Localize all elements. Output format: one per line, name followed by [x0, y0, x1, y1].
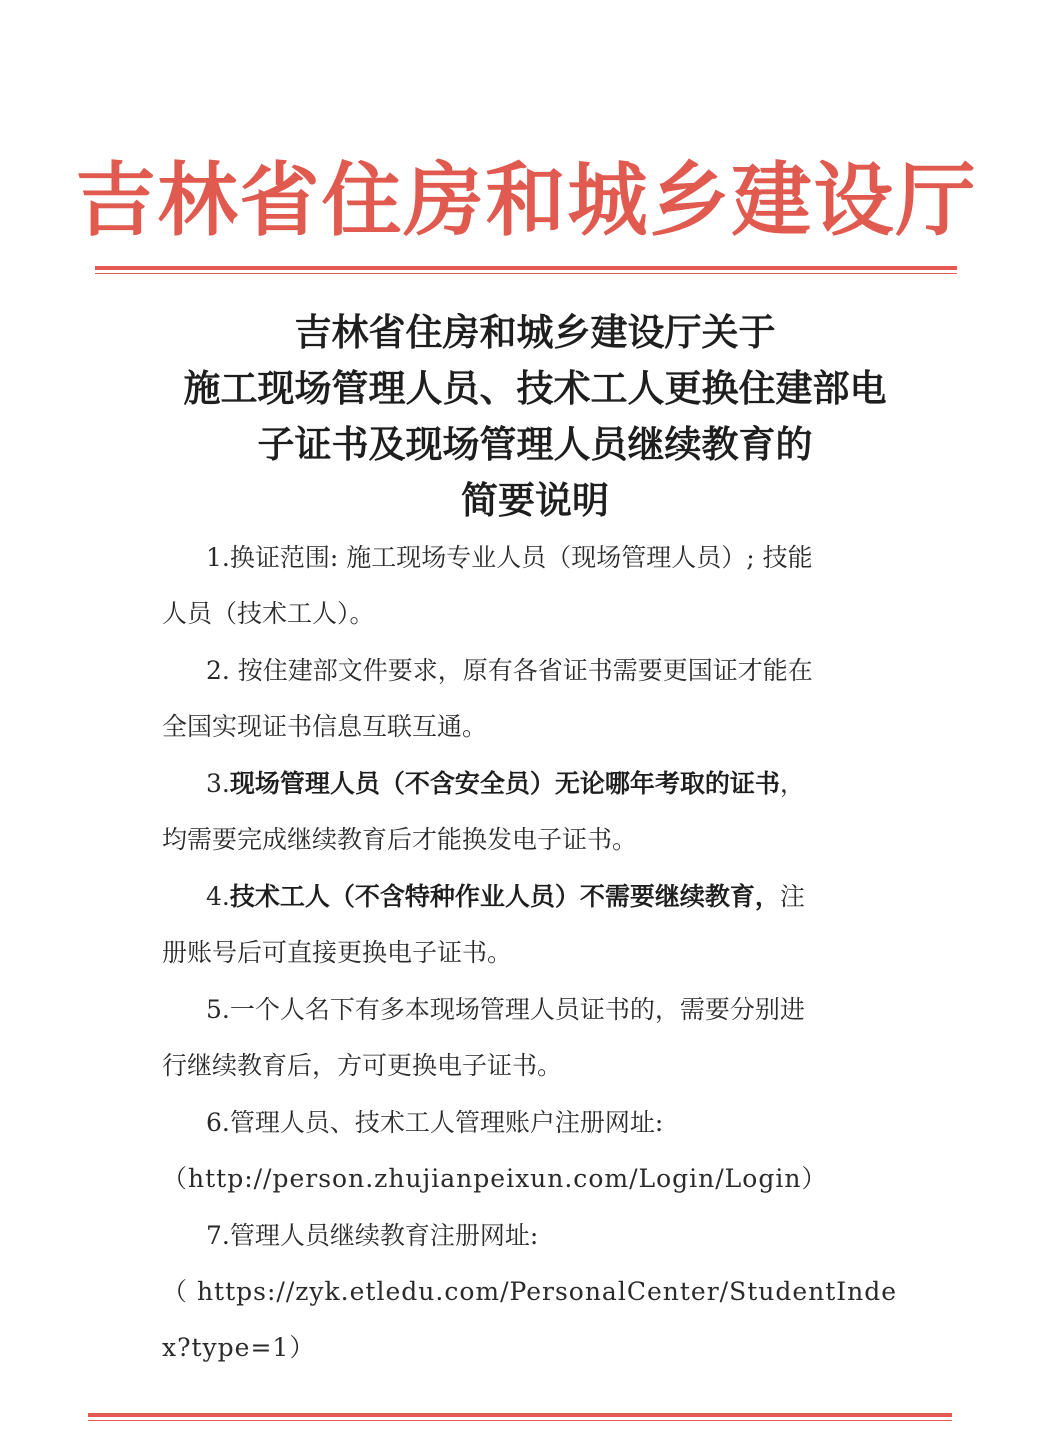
- item-1-line-2: 人员（技术工人）。: [162, 599, 375, 628]
- footer-rule-thin: [88, 1420, 952, 1421]
- item-7-line-1: 7.管理人员继续教育注册网址:: [206, 1221, 539, 1250]
- org-letterhead: 吉林省住房和城乡建设厅: [75, 153, 978, 247]
- item-7-url-line-1[interactable]: （ https://zyk.etledu.com/PersonalCenter/StudentInde: [162, 1277, 898, 1306]
- item-4-number: 4.: [206, 882, 230, 911]
- title-line-3: 子证书及现场管理人员继续教育的: [257, 423, 813, 466]
- title-line-4: 简要说明: [461, 479, 609, 522]
- header-rule-thin: [95, 273, 957, 274]
- item-5-line-2: 行继续教育后，方可更换电子证书。: [162, 1051, 563, 1080]
- title-line-2: 施工现场管理人员、技术工人更换住建部电: [183, 367, 887, 410]
- item-4-line-2: 册账号后可直接更换电子证书。: [162, 938, 513, 967]
- item-2-line-2: 全国实现证书信息互联互通。: [162, 712, 488, 741]
- item-3-number: 3.: [206, 769, 230, 798]
- item-4-line-1: [206, 869, 805, 925]
- item-6-url[interactable]: （http://person.zhujianpeixun.com/Login/Login）: [162, 1164, 828, 1193]
- item-3-line-1: [206, 756, 805, 812]
- item-2-line-1: 2. 按住建部文件要求，原有各省证书需要更国证才能在: [206, 656, 813, 685]
- item-4-tail: 注: [779, 882, 805, 911]
- item-3-tail: ，: [779, 769, 805, 798]
- header-rule: [95, 266, 957, 270]
- title-line-1: 吉林省住房和城乡建设厅关于: [294, 311, 776, 354]
- item-4-emphasis: 技术工人（不含特种作业人员）不需要继续教育，: [229, 882, 780, 911]
- item-3-emphasis: 现场管理人员（不含安全员）无论哪年考取的证书: [229, 769, 780, 798]
- item-7-url-line-2[interactable]: x?type=1）: [162, 1333, 316, 1362]
- item-3-line-2: 均需要完成继续教育后才能换发电子证书。: [162, 825, 638, 854]
- item-5-line-1: 5.一个人名下有多本现场管理人员证书的，需要分别进: [206, 995, 805, 1024]
- item-1-line-1: 1.换证范围: 施工现场专业人员（现场管理人员）; 技能: [206, 543, 813, 572]
- footer-rule: [88, 1413, 952, 1417]
- document-title: [120, 305, 950, 529]
- item-6-line-1: 6.管理人员、技术工人管理账户注册网址:: [206, 1108, 664, 1137]
